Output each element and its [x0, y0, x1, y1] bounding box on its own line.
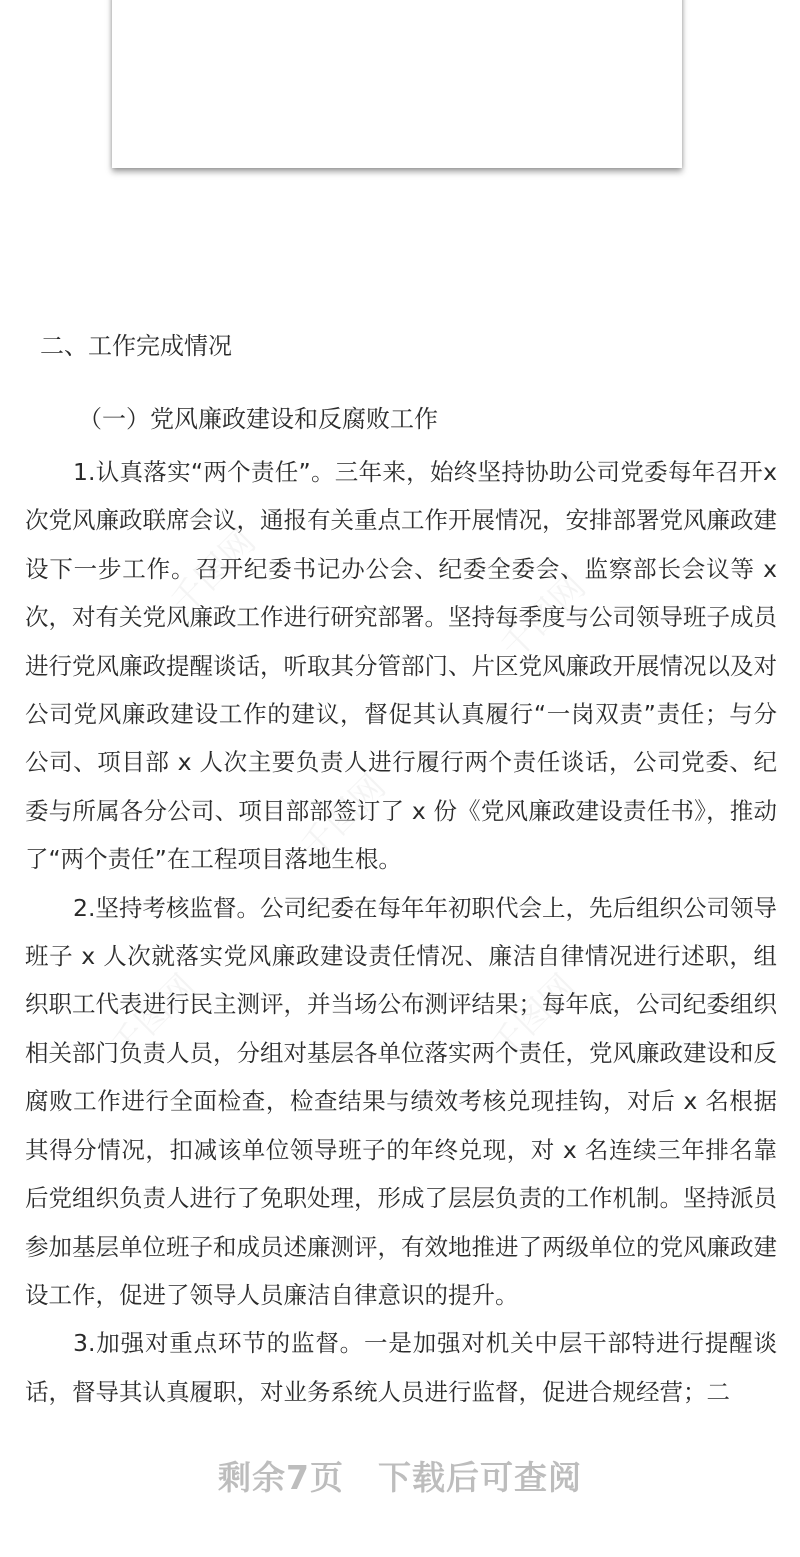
document-body: [25, 448, 777, 1416]
download-prompt[interactable]: [0, 1454, 800, 1502]
paragraph-1: 1.认真落实“两个责任”。三年来，始终坚持协助公司党委每年召开x 次党风廉政联席会议，通报有关重点工作开展情况，安排部署党风廉政建设下一步工作。召开纪委书记办公会、纪委全委会、监察部长会议等 x 次，对有关党风廉政工作进行研究部署。坚持每季度与公司领导班子成员进行党风廉政提醒谈话，听取其分管部门、片区党风廉政开展情况以及对公司党风廉政建设工作的建议，督促其认真履行“一岗双责”责任；与分公司、项目部 x 人次主要负责人进行履行两个责任谈话，公司党委、纪委与所属各分公司、项目部部签订了 x 份《党风廉政建设责任书》，推动了“两个责任”在工程项目落地生根。: [25, 458, 777, 874]
paragraph-3: 3.加强对重点环节的监督。一是加强对机关中层干部特进行提醒谈话，督导其认真履职，对业务系统人员进行监督，促进合规经营；二: [25, 1329, 777, 1406]
watermark: 千图网: [163, 521, 264, 623]
paragraph-2: 2.坚持考核监督。公司纪委在每年年初职代会上，先后组织公司领导班子 x 人次就落实党风廉政建设责任情况、廉洁自律情况进行述职，组织职工代表进行民主测评，并当场公布测评结果；每年底，公司纪委组织相关部门负责人员，分组对基层各单位落实两个责任，党风廉政建设和反腐败工作进行全面检查，检查结果与绩效考核兑现挂钩，对后 x 名根据其得分情况，扣减该单位领导班子的年终兑现，对 x 名连续三年排名靠后党组织负责人进行了免职处理，形成了层层负责的工作机制。坚持派员参加基层单位班子和成员述廉测评，有效地推进了两级单位的党风廉政建设工作，促进了领导人员廉洁自律意识的提升。: [25, 893, 777, 1309]
watermark: 千图网: [293, 766, 394, 868]
remaining-pages-label: 剩余7页: [218, 1458, 344, 1497]
watermark: 千图网: [103, 966, 204, 1068]
sub-heading: （一）党风廉政建设和反腐败工作: [78, 405, 438, 433]
watermark: 千图网: [483, 966, 584, 1068]
section-heading: 二、工作完成情况: [40, 332, 232, 360]
watermark: 千图网: [493, 566, 594, 668]
download-to-view-label[interactable]: 下载后可查阅: [377, 1458, 582, 1497]
previous-page-card: [112, 0, 682, 168]
